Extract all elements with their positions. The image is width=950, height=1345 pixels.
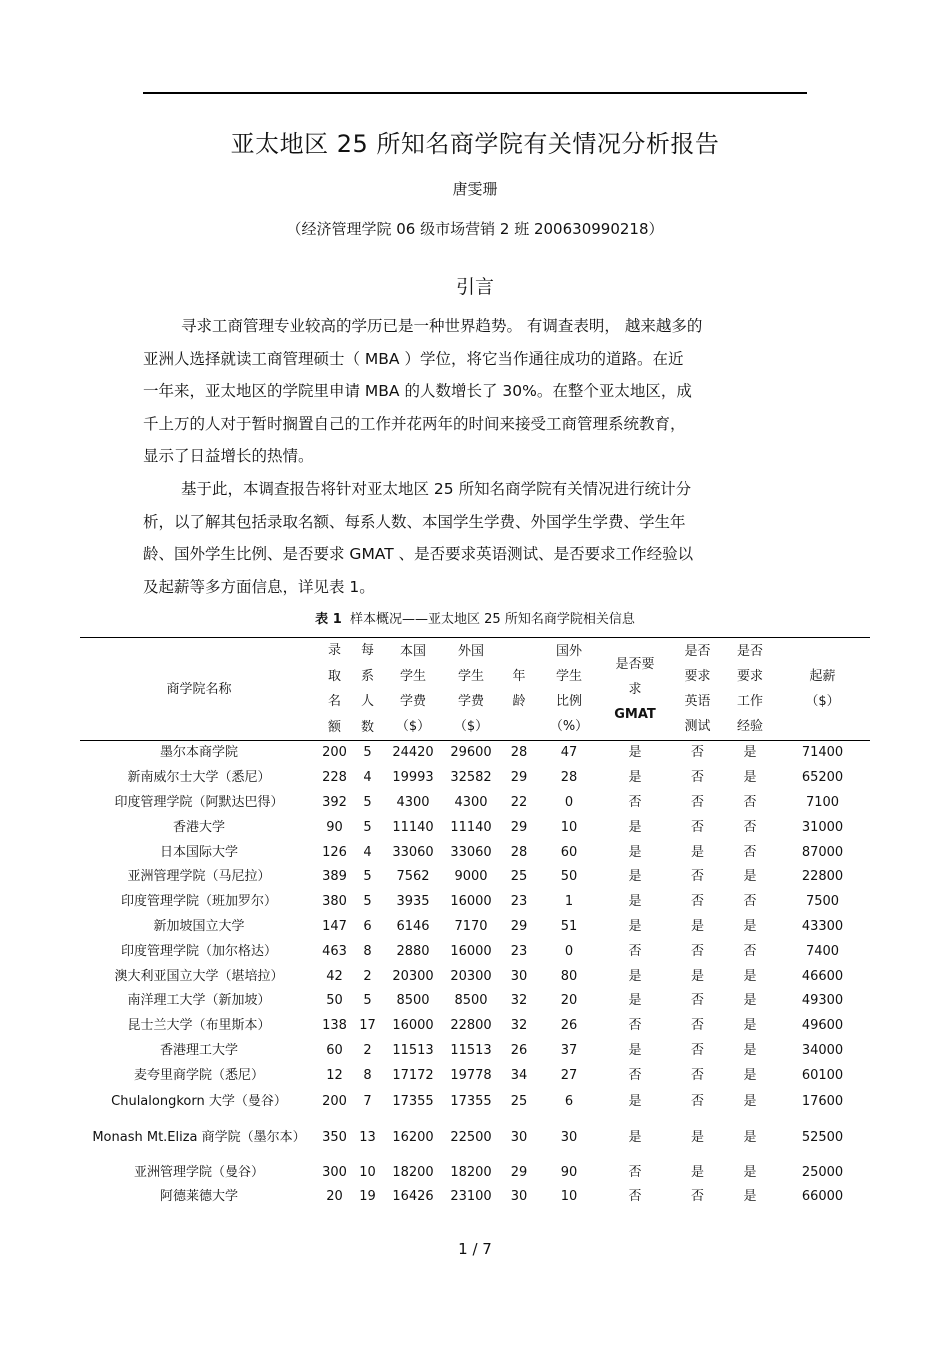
cell-per-dept: 17 [359,1018,376,1034]
cell-age: 29 [510,770,528,786]
cell-school-name: 昆士兰大学（布里斯本） [127,1018,271,1034]
cell-foreign-ratio: 30 [560,1130,578,1146]
cell-foreign-ratio: 1 [564,894,574,910]
cell-foreign-ratio: 37 [560,1042,578,1058]
cell-foreign-fee: 23100 [450,1189,492,1205]
cell-school-name: 墨尔本商学院 [159,745,238,761]
cell-gmat-required: 是 [628,968,642,984]
cell-salary: 34000 [801,1042,844,1058]
cell-age: 29 [510,1164,528,1180]
cell-salary: 17600 [801,1094,844,1110]
cell-gmat-required: 否 [628,1164,642,1180]
cell-foreign-fee: 16000 [450,894,492,910]
cell-admit-count: 60 [326,1042,343,1058]
cell-work-required: 否 [743,844,757,860]
cell-work-required: 是 [743,869,757,885]
header-per-dept: 每 系 人 数 [351,638,384,741]
cell-local-fee: 8500 [396,993,430,1009]
cell-english-required: 是 [690,1130,704,1146]
cell-english-required: 是 [690,844,704,860]
cell-english-required: 否 [690,1094,704,1110]
cell-salary: 31000 [801,819,844,835]
cell-gmat-required: 是 [628,844,642,860]
cell-admit-count: 126 [322,844,347,860]
cell-work-required: 是 [743,993,757,1009]
paragraph-line: 龄、国外学生比例、是否要求 GMAT 、是否要求英语测试、是否要求工作经验以 [143,545,694,563]
cell-admit-count: 42 [326,968,343,984]
cell-salary: 46600 [801,968,844,984]
table-row [80,939,870,964]
cell-english-required: 否 [690,770,704,786]
cell-school-name: 新加坡国立大学 [153,918,245,934]
cell-foreign-fee: 8500 [454,993,488,1009]
cell-school-name: 印度管理学院（加尔格达） [120,943,277,959]
cell-foreign-ratio: 20 [560,993,578,1009]
table-row [80,741,870,766]
cell-age: 25 [510,1094,528,1110]
cell-school-name: 印度管理学院（班加罗尔） [120,894,277,910]
cell-salary: 52500 [801,1130,844,1146]
paragraph-line: 寻求工商管理专业较高的学历已是一种世界趋势。 有调查表明， 越来越多的 [181,317,703,335]
cell-salary: 7100 [805,794,840,810]
cell-english-required: 否 [690,1067,704,1083]
table-row [80,1039,870,1064]
cell-salary: 65200 [801,770,844,786]
cell-english-required: 是 [690,1164,704,1180]
cell-foreign-ratio: 50 [560,869,578,885]
cell-admit-count: 90 [326,819,343,835]
cell-foreign-fee: 32582 [450,770,492,786]
cell-english-required: 是 [690,918,704,934]
paragraph-1 [143,310,808,473]
cell-local-fee: 19993 [392,770,434,786]
header-gmat: 是否要 求 GMAT [600,638,670,741]
cell-gmat-required: 是 [628,745,642,761]
cell-local-fee: 16000 [392,1018,434,1034]
cell-per-dept: 7 [363,1094,372,1110]
cell-foreign-ratio: 26 [560,1018,578,1034]
table-row [80,964,870,989]
cell-school-name: Monash Mt.Eliza 商学院（墨尔本） [92,1130,306,1146]
cell-work-required: 否 [743,819,757,835]
cell-gmat-required: 是 [628,993,642,1009]
cell-age: 34 [510,1067,528,1083]
cell-per-dept: 5 [363,894,372,910]
cell-english-required: 否 [690,869,704,885]
affiliation: （经济管理学院 06 级市场营销 2 班 200630990218） [286,220,664,238]
cell-gmat-required: 是 [628,819,642,835]
cell-per-dept: 5 [363,993,372,1009]
cell-gmat-required: 是 [628,1042,642,1058]
cell-admit-count: 147 [322,918,347,934]
paragraph-line: 基于此，本调查报告将针对亚太地区 25 所知名商学院有关情况进行统计分 [181,480,692,498]
paragraph-line: 亚洲人选择就读工商管理硕士（ MBA ）学位，将它当作通往成功的道路。在近 [143,349,684,368]
cell-admit-count: 389 [322,869,347,885]
cell-foreign-fee: 16000 [450,943,492,959]
cell-school-name: 日本国际大学 [159,844,238,860]
cell-age: 32 [510,993,528,1009]
cell-gmat-required: 是 [628,918,642,934]
cell-salary: 60100 [801,1067,844,1083]
cell-local-fee: 20300 [392,968,434,984]
cell-salary: 22800 [801,869,844,885]
cell-work-required: 否 [743,943,757,959]
cell-gmat-required: 是 [628,770,642,786]
cell-per-dept: 5 [363,869,372,885]
cell-foreign-fee: 19778 [450,1067,492,1083]
cell-work-required: 是 [743,1189,757,1205]
top-rule [143,92,807,94]
cell-local-fee: 6146 [396,918,430,934]
cell-work-required: 是 [743,968,757,984]
cell-foreign-ratio: 90 [560,1164,578,1180]
cell-work-required: 是 [743,745,757,761]
cell-foreign-ratio: 28 [560,770,578,786]
cell-salary: 71400 [801,745,844,761]
cell-foreign-ratio: 6 [564,1094,574,1110]
cell-local-fee: 2880 [396,943,430,959]
cell-salary: 7400 [805,943,840,959]
cell-local-fee: 17355 [392,1094,434,1110]
cell-local-fee: 3935 [396,894,430,910]
author: 唐雯珊 [452,180,498,198]
cell-age: 29 [510,918,528,934]
cell-english-required: 否 [690,1018,704,1034]
cell-foreign-ratio: 0 [564,794,574,810]
cell-per-dept: 13 [359,1130,376,1146]
cell-gmat-required: 否 [628,943,642,959]
paragraph-line: 显示了日益增长的热情。 [143,447,314,465]
cell-age: 28 [510,844,528,860]
cell-age: 29 [510,819,528,835]
cell-age: 32 [510,1018,528,1034]
cell-english-required: 否 [690,993,704,1009]
schools-table [80,637,870,1210]
cell-per-dept: 6 [363,918,372,934]
cell-foreign-fee: 29600 [450,745,492,761]
cell-admit-count: 138 [322,1018,347,1034]
table-row [80,1014,870,1039]
cell-foreign-fee: 11140 [450,819,492,835]
cell-english-required: 否 [690,943,704,959]
header-admit: 录 取 名 额 [318,638,351,741]
cell-per-dept: 2 [363,1042,372,1058]
cell-admit-count: 463 [322,943,347,959]
cell-salary: 43300 [801,918,844,934]
table-row [80,989,870,1014]
paragraph-2 [143,473,808,603]
cell-local-fee: 11513 [392,1042,434,1058]
cell-age: 30 [510,1189,528,1205]
table-row [80,1088,870,1116]
cell-admit-count: 200 [322,745,347,761]
table-row [80,915,870,940]
cell-local-fee: 18200 [392,1164,434,1180]
cell-foreign-ratio: 0 [564,943,574,959]
cell-admit-count: 380 [322,894,347,910]
cell-gmat-required: 是 [628,869,642,885]
table-row [80,1185,870,1210]
cell-english-required: 否 [690,1189,704,1205]
cell-school-name: 麦夸里商学院（悉尼） [133,1067,264,1083]
paragraph-line: 千上万的人对于暂时搁置自己的工作并花两年的时间来接受工商管理系统教育， [143,414,686,433]
cell-gmat-required: 是 [628,1130,642,1146]
cell-english-required: 否 [690,794,704,810]
cell-work-required: 是 [743,1018,757,1034]
cell-admit-count: 392 [322,794,347,810]
cell-admit-count: 350 [322,1130,347,1146]
cell-foreign-fee: 9000 [454,869,488,885]
cell-per-dept: 4 [363,844,372,860]
cell-english-required: 是 [690,968,704,984]
cell-foreign-fee: 22500 [450,1130,492,1146]
table-row [80,766,870,791]
cell-age: 30 [510,968,528,984]
cell-age: 22 [510,794,528,810]
cell-age: 28 [510,745,528,761]
paragraph-line: 及起薪等多方面信息，详见表 1。 [143,577,375,596]
table-row [80,840,870,865]
cell-gmat-required: 否 [628,1189,642,1205]
cell-admit-count: 300 [322,1164,347,1180]
cell-foreign-fee: 18200 [450,1164,492,1180]
cell-school-name: 阿德莱德大学 [159,1189,238,1205]
cell-foreign-ratio: 47 [560,745,578,761]
cell-local-fee: 17172 [392,1067,434,1083]
cell-work-required: 是 [743,1042,757,1058]
cell-school-name: 新南威尔士大学（悉尼） [127,770,271,786]
cell-english-required: 否 [690,745,704,761]
cell-per-dept: 19 [359,1189,376,1205]
table-row [80,890,870,915]
table-row [80,865,870,890]
cell-admit-count: 50 [326,993,343,1009]
intro-heading: 引言 [455,276,494,298]
cell-per-dept: 5 [363,819,372,835]
cell-local-fee: 33060 [392,844,434,860]
table-caption [0,608,950,627]
cell-work-required: 是 [743,770,757,786]
cell-gmat-required: 是 [628,894,642,910]
cell-school-name: 澳大利亚国立大学（堪培拉） [114,968,284,984]
cell-work-required: 否 [743,794,757,810]
cell-work-required: 是 [743,1067,757,1083]
cell-foreign-fee: 17355 [450,1094,492,1110]
cell-per-dept: 5 [363,794,372,810]
cell-foreign-fee: 4300 [454,794,488,810]
cell-english-required: 否 [690,819,704,835]
cell-work-required: 是 [743,1094,757,1110]
table-row [80,791,870,816]
cell-local-fee: 11140 [392,819,434,835]
cell-gmat-required: 否 [628,794,642,810]
paragraph-line: 一年来，亚太地区的学院里申请 MBA 的人数增长了 30%。在整个亚太地区，成 [143,382,692,400]
table-row [80,1160,870,1185]
cell-age: 25 [510,869,528,885]
cell-salary: 7500 [805,894,840,910]
cell-foreign-fee: 11513 [450,1042,492,1058]
cell-work-required: 否 [743,894,757,910]
header-foreign-fee: 外国 学生 学费 （$） [442,638,500,741]
cell-school-name: 亚洲管理学院（马尼拉） [127,869,271,885]
cell-school-name: Chulalongkorn 大学（曼谷） [111,1094,287,1110]
cell-foreign-fee: 22800 [450,1018,492,1034]
cell-per-dept: 4 [363,770,372,786]
table-row [80,1116,870,1160]
cell-school-name: 香港理工大学 [159,1042,238,1058]
cell-age: 30 [510,1130,528,1146]
table-caption-label: 表 1 [315,612,342,627]
cell-per-dept: 10 [359,1164,376,1180]
cell-school-name: 香港大学 [172,819,225,835]
cell-per-dept: 8 [363,943,372,959]
header-foreign-ratio: 国外 学生 比例 （%） [538,638,600,741]
cell-school-name: 亚洲管理学院（曼谷） [133,1164,264,1180]
cell-local-fee: 4300 [396,794,430,810]
cell-local-fee: 16200 [392,1130,434,1146]
header-local-fee: 本国 学生 学费 （$） [384,638,442,741]
cell-admit-count: 20 [326,1189,343,1205]
page-title: 亚太地区 25 所知名商学院有关情况分析报告 [230,130,720,158]
header-english: 是否 要求 英语 测试 [670,638,725,741]
cell-school-name: 南洋理工大学（新加坡） [127,993,271,1009]
table-row [80,1063,870,1088]
cell-per-dept: 2 [363,968,372,984]
table-row [80,815,870,840]
cell-english-required: 否 [690,894,704,910]
paragraph-line: 析，以了解其包括录取名额、每系人数、本国学生学费、外国学生学费、学生年 [143,512,686,531]
cell-per-dept: 5 [363,745,372,761]
page-number: 1 / 7 [458,1240,492,1258]
cell-gmat-required: 否 [628,1018,642,1034]
cell-work-required: 是 [743,1164,757,1180]
cell-age: 26 [510,1042,528,1058]
cell-english-required: 否 [690,1042,704,1058]
cell-local-fee: 16426 [392,1189,434,1205]
header-age: 年 龄 [500,638,538,741]
cell-foreign-fee: 7170 [454,918,488,934]
cell-gmat-required: 是 [628,1094,642,1110]
cell-foreign-fee: 20300 [450,968,492,984]
cell-salary: 49600 [801,1018,844,1034]
cell-foreign-ratio: 10 [560,1189,578,1205]
cell-salary: 25000 [801,1164,844,1180]
header-name: 商学院名称 [80,638,318,741]
header-work: 是否 要求 工作 经验 [725,638,775,741]
cell-salary: 87000 [801,844,844,860]
cell-foreign-ratio: 80 [560,968,578,984]
cell-salary: 49300 [801,993,844,1009]
cell-foreign-ratio: 10 [560,819,578,835]
cell-salary: 66000 [801,1189,844,1205]
cell-admit-count: 228 [322,770,347,786]
cell-foreign-fee: 33060 [450,844,492,860]
cell-admit-count: 200 [322,1094,347,1110]
table-caption-text: 样本概况——亚太地区 25 所知名商学院相关信息 [350,612,635,627]
cell-school-name: 印度管理学院（阿默达巴得） [114,794,284,810]
cell-foreign-ratio: 51 [560,918,578,934]
cell-local-fee: 24420 [392,745,434,761]
cell-gmat-required: 否 [628,1067,642,1083]
cell-foreign-ratio: 27 [560,1067,578,1083]
cell-per-dept: 8 [363,1067,372,1083]
cell-admit-count: 12 [326,1067,343,1083]
cell-foreign-ratio: 60 [560,844,578,860]
cell-local-fee: 7562 [396,869,430,885]
cell-work-required: 是 [743,1130,757,1146]
cell-age: 23 [510,943,528,959]
cell-age: 23 [510,894,528,910]
table-header-row [80,638,870,741]
header-salary: 起薪 （$） [775,638,870,741]
cell-work-required: 是 [743,918,757,934]
